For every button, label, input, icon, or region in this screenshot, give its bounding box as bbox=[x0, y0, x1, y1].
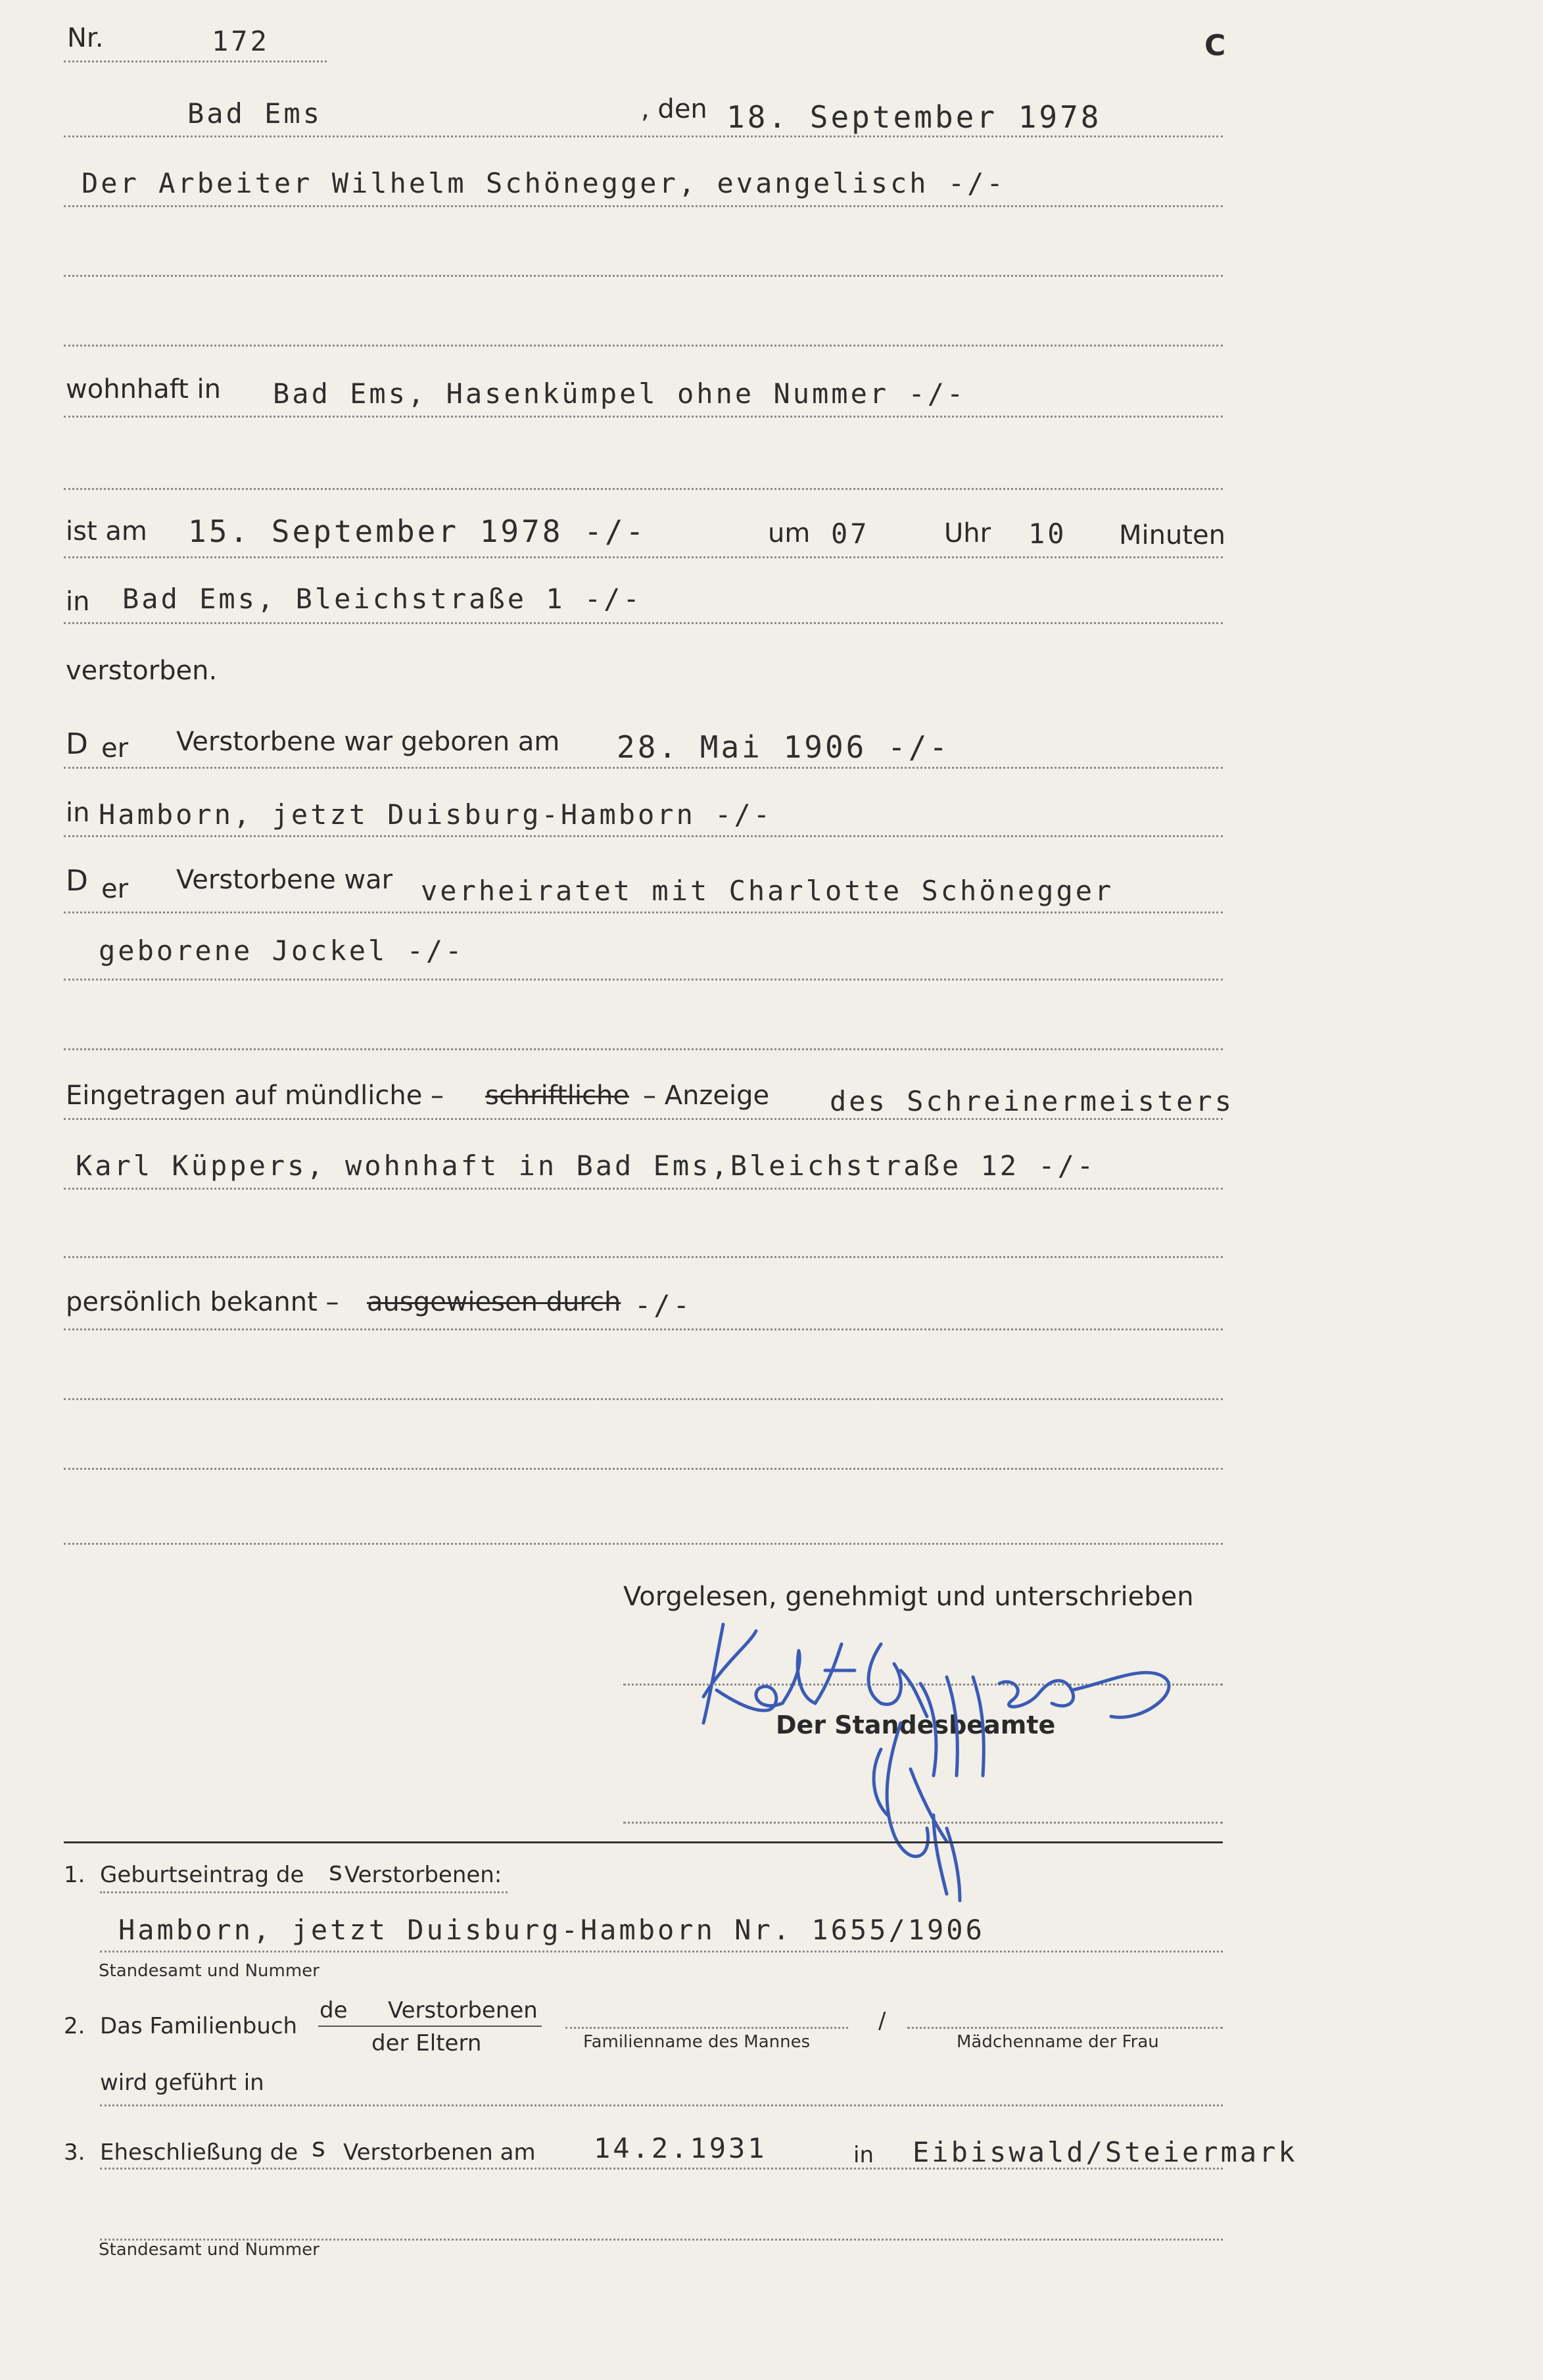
item-3-in: in bbox=[853, 2142, 874, 2168]
item-2-label: Das Familienbuch bbox=[100, 2013, 298, 2039]
line bbox=[565, 2027, 848, 2029]
um-label: um bbox=[768, 518, 811, 548]
item-3-label2: Verstorbenen am bbox=[343, 2139, 536, 2166]
death-in-label: in bbox=[66, 587, 90, 617]
marriage-label: Verstorbene war bbox=[176, 865, 393, 895]
identification-value: -/- bbox=[634, 1289, 692, 1321]
identification-label: persönlich bekannt – bbox=[66, 1287, 339, 1317]
informant-details: Karl Küppers, wohnhaft in Bad Ems,Bleichstraße 12 -/- bbox=[76, 1150, 1097, 1182]
item-2-slash: / bbox=[878, 2008, 886, 2034]
item-1-caption: Standesamt und Nummer bbox=[99, 1961, 320, 1981]
registration-label: Eingetragen auf mündliche – bbox=[66, 1081, 444, 1111]
birth-date: 28. Mai 1906 -/- bbox=[617, 729, 951, 765]
place: Bad Ems bbox=[187, 97, 323, 130]
item-2-verstorbenen: Verstorbenen bbox=[388, 1997, 538, 2024]
form-letter: C bbox=[1204, 29, 1226, 62]
item-2-eltern: der Eltern bbox=[371, 2030, 482, 2056]
item-2-caption-b: Mädchenname der Frau bbox=[957, 2032, 1159, 2052]
item-1-number: 1. bbox=[64, 1862, 85, 1888]
line bbox=[64, 767, 1223, 769]
er-label: er bbox=[101, 874, 129, 904]
item-3-s: s bbox=[312, 2133, 325, 2163]
struck-schriftliche: schriftliche bbox=[485, 1081, 629, 1111]
line bbox=[64, 1118, 1223, 1120]
line bbox=[64, 1188, 1223, 1190]
informant-signature bbox=[684, 1605, 1210, 1933]
item-2-de: de bbox=[320, 1997, 348, 2024]
line bbox=[100, 2104, 1223, 2106]
item-2-number: 2. bbox=[64, 2013, 85, 2039]
death-date: 15. September 1978 -/- bbox=[188, 514, 647, 549]
line bbox=[907, 2027, 1223, 2029]
item-1-label: Geburtseintrag de bbox=[100, 1862, 304, 1888]
item-3-caption: Standesamt und Nummer bbox=[99, 2240, 320, 2260]
spouse-maiden-name: geborene Jockel -/- bbox=[99, 935, 465, 967]
line bbox=[64, 205, 1223, 207]
line bbox=[64, 1328, 1223, 1330]
item-3-label: Eheschließung de bbox=[100, 2139, 298, 2166]
item-3-number: 3. bbox=[64, 2139, 85, 2166]
deceased-description: Der Arbeiter Wilhelm Schönegger, evangelisch -/- bbox=[82, 167, 1006, 199]
line bbox=[64, 1398, 1223, 1400]
residence-value: Bad Ems, Hasenkümpel ohne Nummer -/- bbox=[273, 377, 966, 410]
death-minutes: 10 bbox=[1028, 518, 1067, 550]
line bbox=[64, 488, 1223, 490]
registration-date: 18. September 1978 bbox=[726, 99, 1102, 135]
den-label: , den bbox=[641, 94, 707, 124]
death-place: Bad Ems, Bleichstraße 1 -/- bbox=[122, 583, 642, 615]
item-2-label2: wird geführt in bbox=[100, 2070, 264, 2096]
line bbox=[64, 1048, 1223, 1050]
residence-label: wohnhaft in bbox=[66, 374, 221, 404]
item-2-caption-a: Familienname des Mannes bbox=[583, 2032, 811, 2052]
line bbox=[64, 622, 1223, 624]
birth-record-value: Hamborn, jetzt Duisburg-Hamborn Nr. 1655/1906 bbox=[118, 1914, 985, 1946]
line bbox=[64, 135, 1223, 137]
line bbox=[64, 1256, 1223, 1258]
d-label: D bbox=[66, 864, 88, 898]
er-label: er bbox=[101, 733, 129, 764]
line bbox=[64, 416, 1223, 418]
line bbox=[64, 1543, 1223, 1545]
read-approved-signed: Vorgelesen, genehmigt und unterschrieben bbox=[623, 1582, 1194, 1612]
informant-title: des Schreinermeisters bbox=[830, 1085, 1235, 1117]
item-1-s: s bbox=[329, 1857, 343, 1887]
marital-status: verheiratet mit Charlotte Schönegger bbox=[421, 875, 1114, 907]
line bbox=[100, 1891, 508, 1893]
line bbox=[64, 345, 1223, 347]
record-number: 172 bbox=[212, 25, 270, 57]
birth-label: Verstorbene war geboren am bbox=[176, 727, 560, 757]
nr-line bbox=[64, 61, 327, 62]
line bbox=[64, 556, 1223, 558]
death-hour: 07 bbox=[831, 518, 870, 550]
line bbox=[64, 1468, 1223, 1470]
fraction-bar bbox=[318, 2026, 542, 2027]
footer-rule bbox=[64, 1841, 1223, 1843]
marriage-date: 14.2.1931 bbox=[594, 2132, 767, 2164]
d-label: D bbox=[66, 727, 88, 761]
struck-ausgewiesen: ausgewiesen durch bbox=[367, 1287, 621, 1317]
anzeige-label: – Anzeige bbox=[643, 1081, 770, 1111]
birth-in-label: in bbox=[66, 798, 90, 828]
line bbox=[64, 835, 1223, 837]
nr-label: Nr. bbox=[67, 23, 104, 53]
uhr-label: Uhr bbox=[944, 518, 991, 548]
verstorben-label: verstorben. bbox=[66, 656, 218, 686]
minuten-label: Minuten bbox=[1119, 520, 1225, 550]
item-1-label2: Verstorbenen: bbox=[344, 1862, 502, 1888]
registrar-caption: Der Standesbeamte bbox=[776, 1711, 1056, 1739]
line bbox=[64, 911, 1223, 913]
line bbox=[100, 2168, 1223, 2170]
marriage-place: Eibiswald/Steiermark bbox=[913, 2136, 1298, 2168]
birth-place: Hamborn, jetzt Duisburg-Hamborn -/- bbox=[99, 798, 773, 831]
line bbox=[100, 1951, 1223, 1953]
ist-am-label: ist am bbox=[66, 516, 147, 546]
line bbox=[64, 275, 1223, 277]
line bbox=[64, 979, 1223, 981]
